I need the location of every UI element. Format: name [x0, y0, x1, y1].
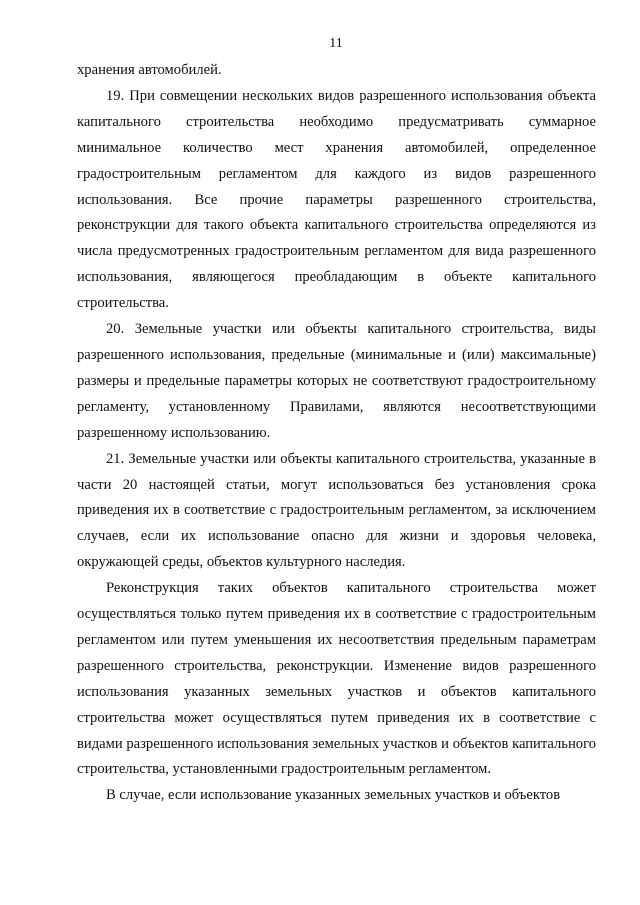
- paragraph-item-20: 20. Земельные участки или объекты капитального строительства, виды разрешенного использования, предельные (минимальные и (или) максимальные) размеры и предельные параметры которых не соответствуют градостроительному регламенту, установленному Правилами, являются несоответствующими разрешенному использованию.: [77, 321, 596, 441]
- page-number: 11: [329, 36, 343, 51]
- paragraph-continuation: хранения автомобилей.: [77, 62, 222, 78]
- paragraph-item-19: 19. При совмещении нескольких видов разрешенного использования объекта капитального строительства необходимо предусматривать суммарное минимальное количество мест хранения автомобилей, определенное градостроительным регламентом для каждого из видов разрешенного использования. Все прочие параметры разрешенного строительства, реконструкции для такого объекта капитального строительства определяются из числа предусмотренных градостроительным регламентом для вида разрешенного использования, являющегося преобладающим в объекте капитального строительства.: [77, 87, 596, 312]
- paragraph-reconstruction: Реконструкция таких объектов капитального строительства может осуществляться только путем приведения их в соответствие с градостроительным регламентом или путем уменьшения их несоответствия предельным параметрам разрешенного строительства, реконструкции. Изменение видов разрешенного использования указанных земельных участков и объектов капитального строительства может осуществляться путем приведения их в соответствие с видами разрешенного использования земельных участков и объектов капитального строительства, установленными градостроительным регламентом.: [77, 580, 596, 778]
- body-text: [77, 58, 596, 809]
- paragraph-in-case: В случае, если использование указанных земельных участков и объектов: [106, 787, 561, 804]
- paragraph-item-21: 21. Земельные участки или объекты капитального строительства, указанные в части 20 настоящей статьи, могут использоваться без установления срока приведения их в соответствие с градостроительным регламентом, за исключением случаев, если их использование опасно для жизни и здоровья человека, окружающей среды, объектов культурного наследия.: [77, 450, 596, 571]
